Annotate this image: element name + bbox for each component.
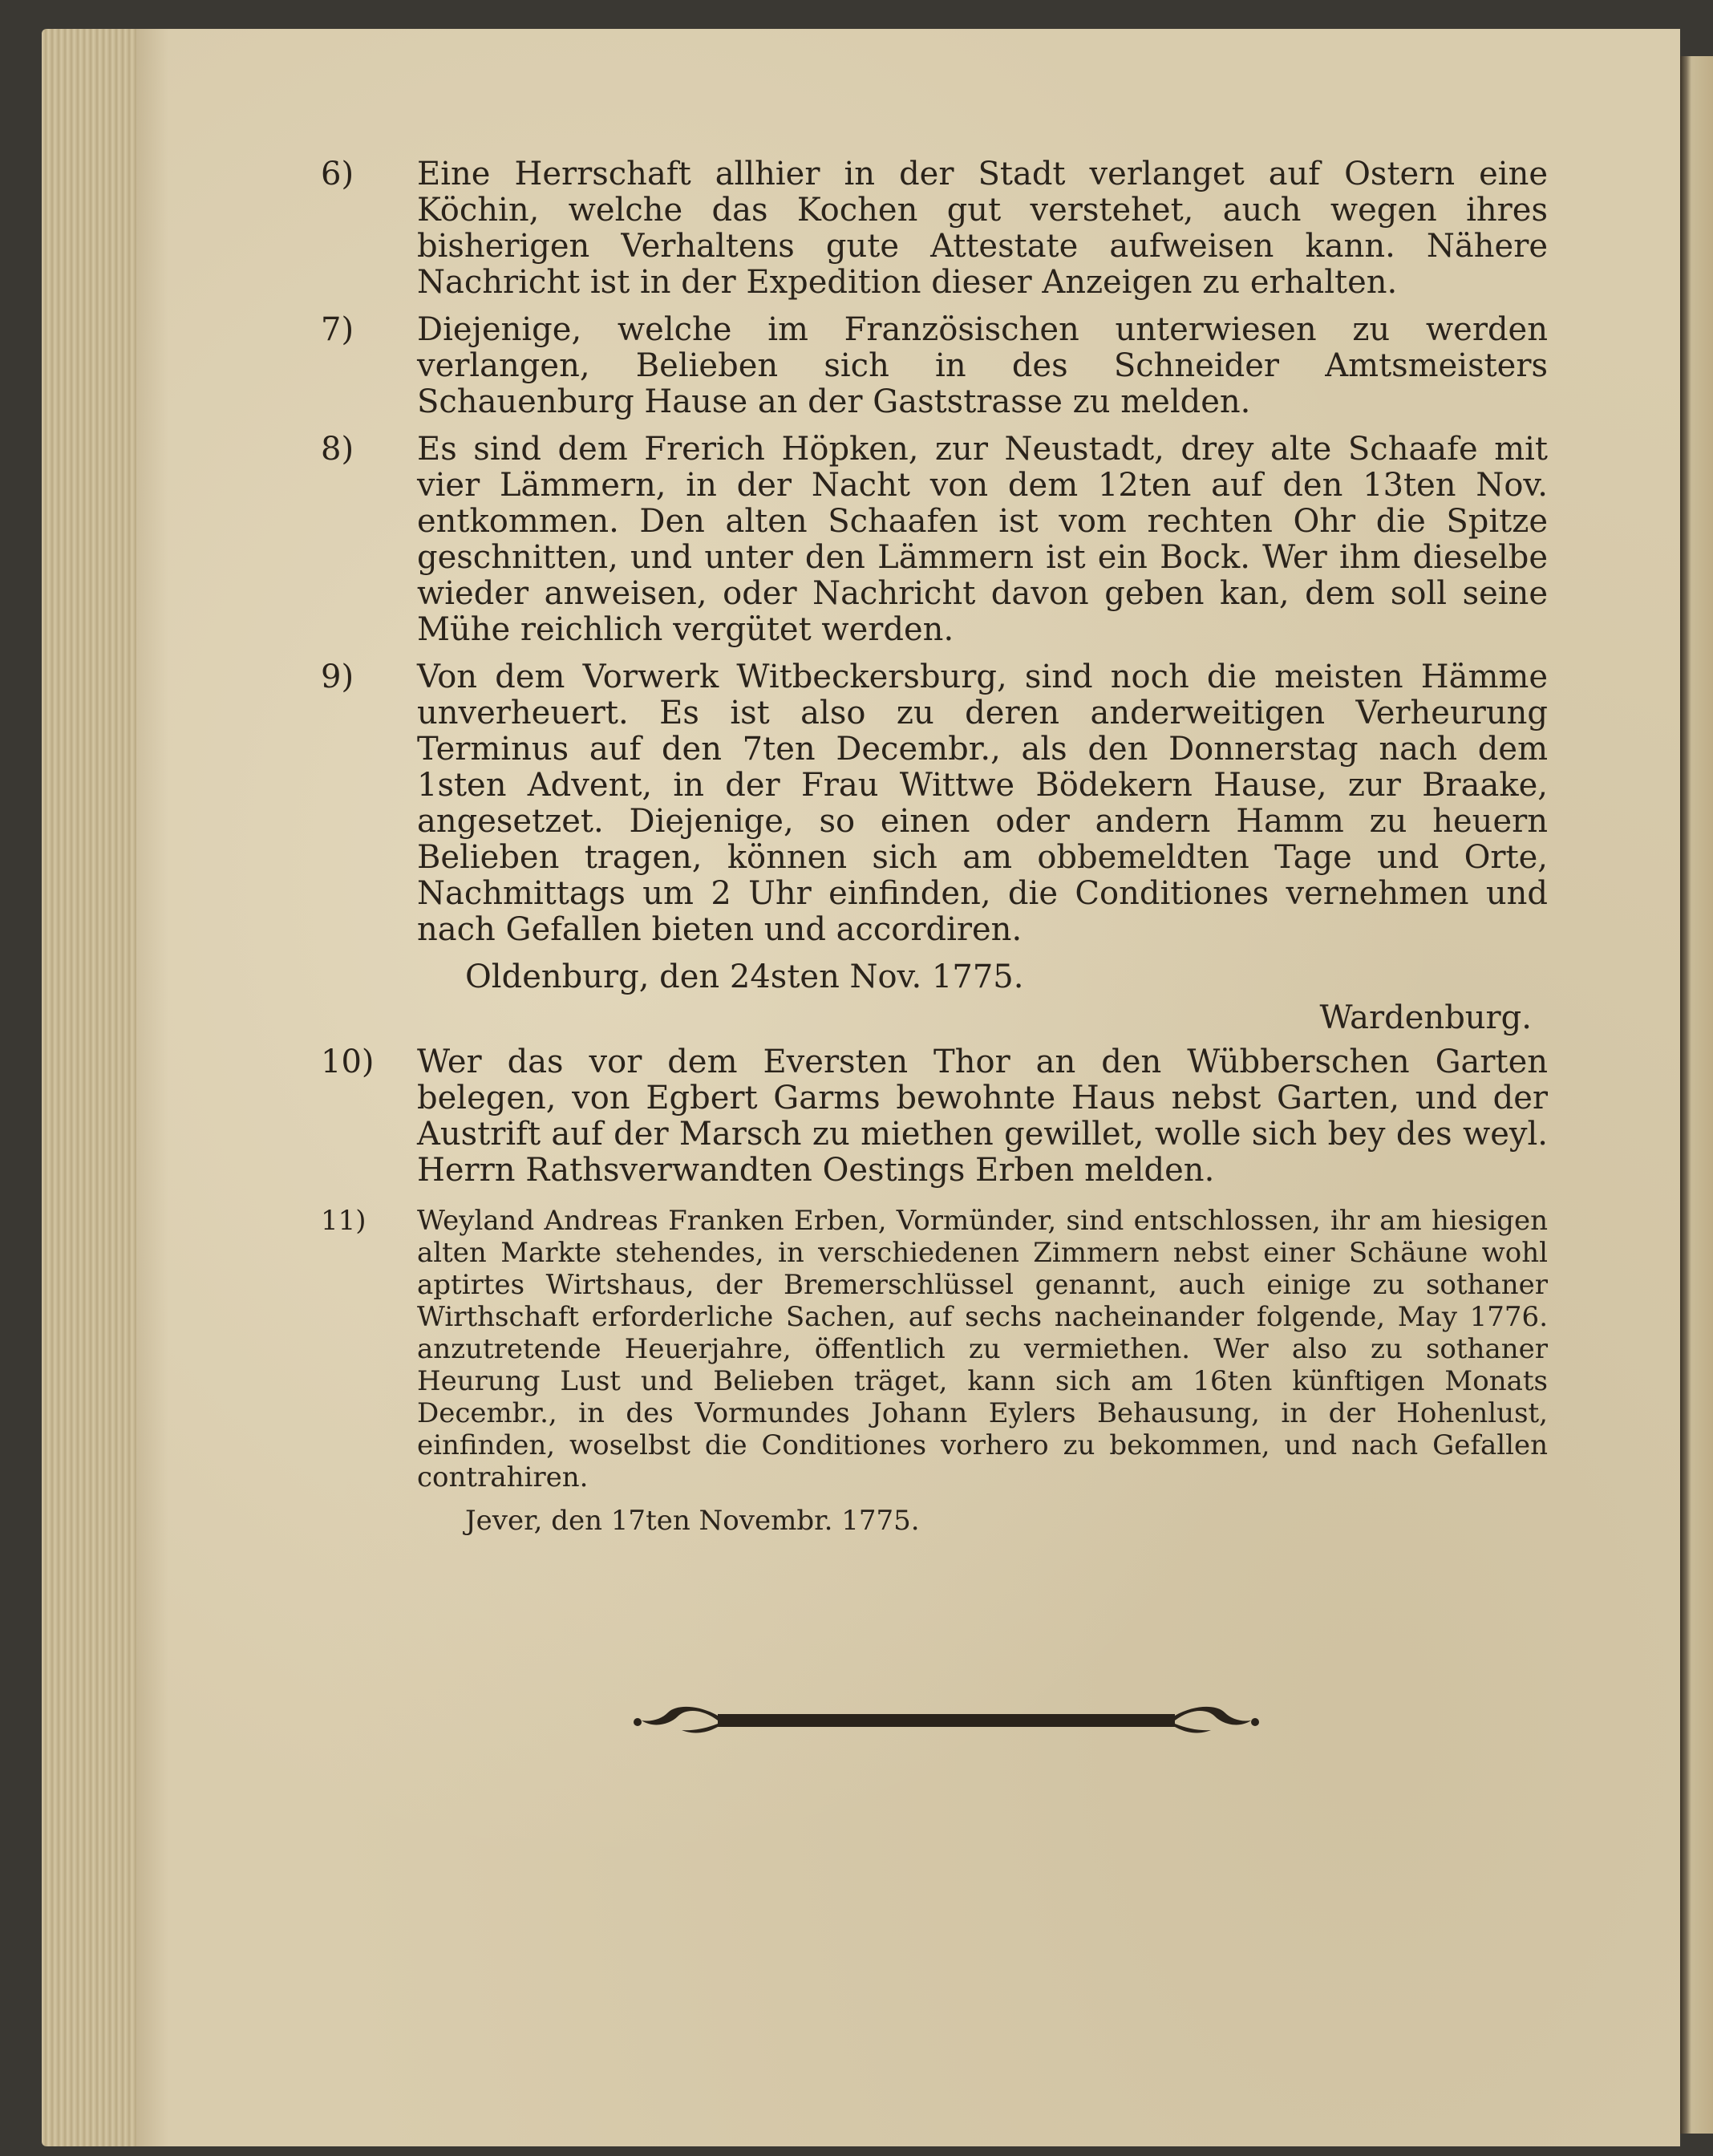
dateline-jever: Jever, den 17ten Novembr. 1775. xyxy=(465,1505,920,1537)
entry-10 xyxy=(321,1044,1548,1189)
text-block xyxy=(321,156,1548,1542)
entry-text: Von dem Vorwerk Witbeckersburg, sind noch die meisten Hämme unverheuert. Es ist also zu deren anderweitigen Verheurung Terminus auf den 7ten Decembr., als den Donnerstag nach dem 1sten Advent, in der Frau Wittwe Bödekern Hause, zur Braake, angesetzet. Diejenige, so einen oder andern Hamm zu heuern Belieben tragen, können sich am obbemeldten Tage und Orte, Nachmittags um 2 Uhr einfinden, die Conditiones vernehmen und nach Gefallen bieten und accordiren. xyxy=(417,659,1548,948)
page-stack-edge xyxy=(42,29,146,2146)
dateline-oldenburg: Oldenburg, den 24sten Nov. 1775. xyxy=(465,958,1024,995)
entry-number: 7) xyxy=(321,311,354,348)
entry-text: Wer das vor dem Eversten Thor an den Wübberschen Garten belegen, von Egbert Garms bewohnte Haus nebst Garten, und der Austrift auf der Marsch zu miethen gewillet, wolle sich bey des weyl. Herrn Rathsverwandten Oestings Erben melden. xyxy=(417,1044,1548,1189)
entry-text: Weyland Andreas Franken Erben, Vormünder, sind entschlossen, ihr am hiesigen alten Markte stehendes, in verschiedenen Zimmern nebst einer Schäune wohl aptirtes Wirtshaus, der Bremerschlüssel genannt, auch einige zu sothaner Wirthschaft erforderliche Sachen, auf sechs nacheinander folgende, May 1776. anzutretende Heuerjahre, öffentlich zu vermiethen. Wer also zu sothaner Heurung Lust und Belieben träget, kann sich am 16ten künftigen Monats Decembr., in des Vormundes Johann Eylers Behausung, in der Hohenlust, einfinden, woselbst die Conditiones vorhero zu bekommen, und nach Gefallen contrahiren. xyxy=(417,1205,1548,1493)
ornament-rule xyxy=(630,1704,1263,1737)
entry-text: Eine Herrschaft allhier in der Stadt verlanget auf Ostern eine Köchin, welche das Kochen gut verstehet, auch wegen ihres bisherigen Verhaltens gute Attestate aufweisen kann. Nähere Nachricht ist in der Expedition dieser Anzeigen zu erhalten. xyxy=(417,156,1548,301)
entry-7 xyxy=(321,311,1548,420)
entry-number: 11) xyxy=(321,1205,366,1237)
entry-text: Diejenige, welche im Französischen unterwiesen zu werden verlangen, Belieben sich in des Schneider Amtsmeisters Schauenburg Hause an der Gaststrasse zu melden. xyxy=(417,311,1548,420)
entry-number: 9) xyxy=(321,659,354,695)
entry-number: 6) xyxy=(321,156,354,192)
entry-9 xyxy=(321,659,1548,948)
facing-page-edge xyxy=(1680,56,1713,2134)
entry-11 xyxy=(321,1205,1548,1493)
entry-number: 10) xyxy=(321,1044,375,1080)
entry-text: Es sind dem Frerich Höpken, zur Neustadt, drey alte Schaafe mit vier Lämmern, in der Nacht von dem 12ten auf den 13ten Nov. entkommen. Den alten Schaafen ist vom rechten Ohr die Spitze geschnitten, und unter den Lämmern ist ein Bock. Wer ihm dieselbe wieder anweisen, oder Nachricht davon geben kan, dem soll seine Mühe reichlich vergütet werden. xyxy=(417,431,1548,648)
entry-number: 8) xyxy=(321,431,354,468)
signature-wardenburg: Wardenburg. xyxy=(1319,999,1532,1036)
entry-6 xyxy=(321,156,1548,301)
entry-8 xyxy=(321,431,1548,648)
